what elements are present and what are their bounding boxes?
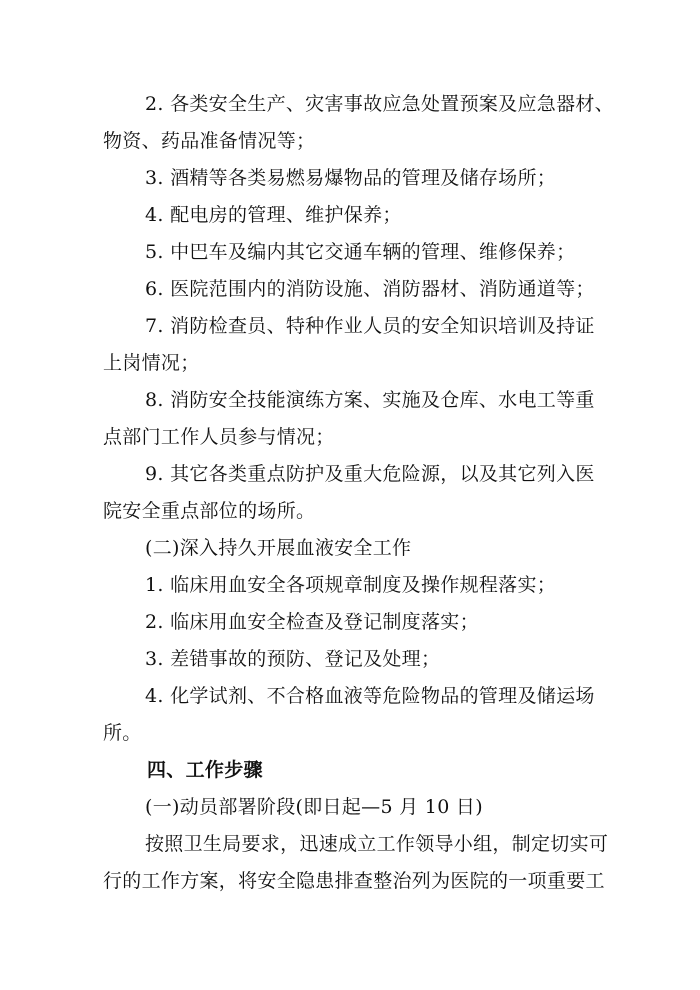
text-line: 8. 消防安全技能演练方案、实施及仓库、水电工等重 (145, 389, 595, 411)
text-line: 4. 配电房的管理、维护保养； (145, 204, 402, 226)
text-line: 5. 中巴车及编内其它交通车辆的管理、维修保养； (145, 241, 576, 263)
text-line: 物资、药品准备情况等； (103, 130, 316, 152)
section-subheading: (一)动员部署阶段(即日起—5 月 10 日) (145, 796, 483, 818)
text-line: 9. 其它各类重点防护及重大危险源，以及其它列入医 (145, 463, 595, 485)
section-heading: 四、工作步骤 (147, 759, 263, 781)
text-line: 上岗情况； (103, 352, 200, 374)
section-subheading: (二)深入持久开展血液安全工作 (145, 537, 412, 559)
text-line: 院安全重点部位的场所。 (103, 500, 316, 522)
text-line: 所。 (103, 722, 142, 744)
text-line: 1. 临床用血安全各项规章制度及操作规程落实； (145, 574, 557, 596)
text-line: 7. 消防检查员、特种作业人员的安全知识培训及持证 (145, 315, 595, 337)
text-line: 2. 临床用血安全检查及登记制度落实； (145, 611, 479, 633)
text-line: 按照卫生局要求，迅速成立工作领导小组，制定切实可 (145, 833, 609, 855)
text-line: 4. 化学试剂、不合格血液等危险物品的管理及储运场 (145, 685, 595, 707)
text-line: 3. 差错事故的预防、登记及处理； (145, 648, 441, 670)
text-line: 6. 医院范围内的消防设施、消防器材、消防通道等； (145, 278, 595, 300)
text-line: 2. 各类安全生产、灾害事故应急处置预案及应急器材、 (145, 93, 614, 115)
text-line: 点部门工作人员参与情况； (103, 426, 335, 448)
text-line: 3. 酒精等各类易燃易爆物品的管理及储存场所； (145, 167, 557, 189)
text-line: 行的工作方案，将安全隐患排查整治列为医院的一项重要工 (103, 870, 605, 892)
